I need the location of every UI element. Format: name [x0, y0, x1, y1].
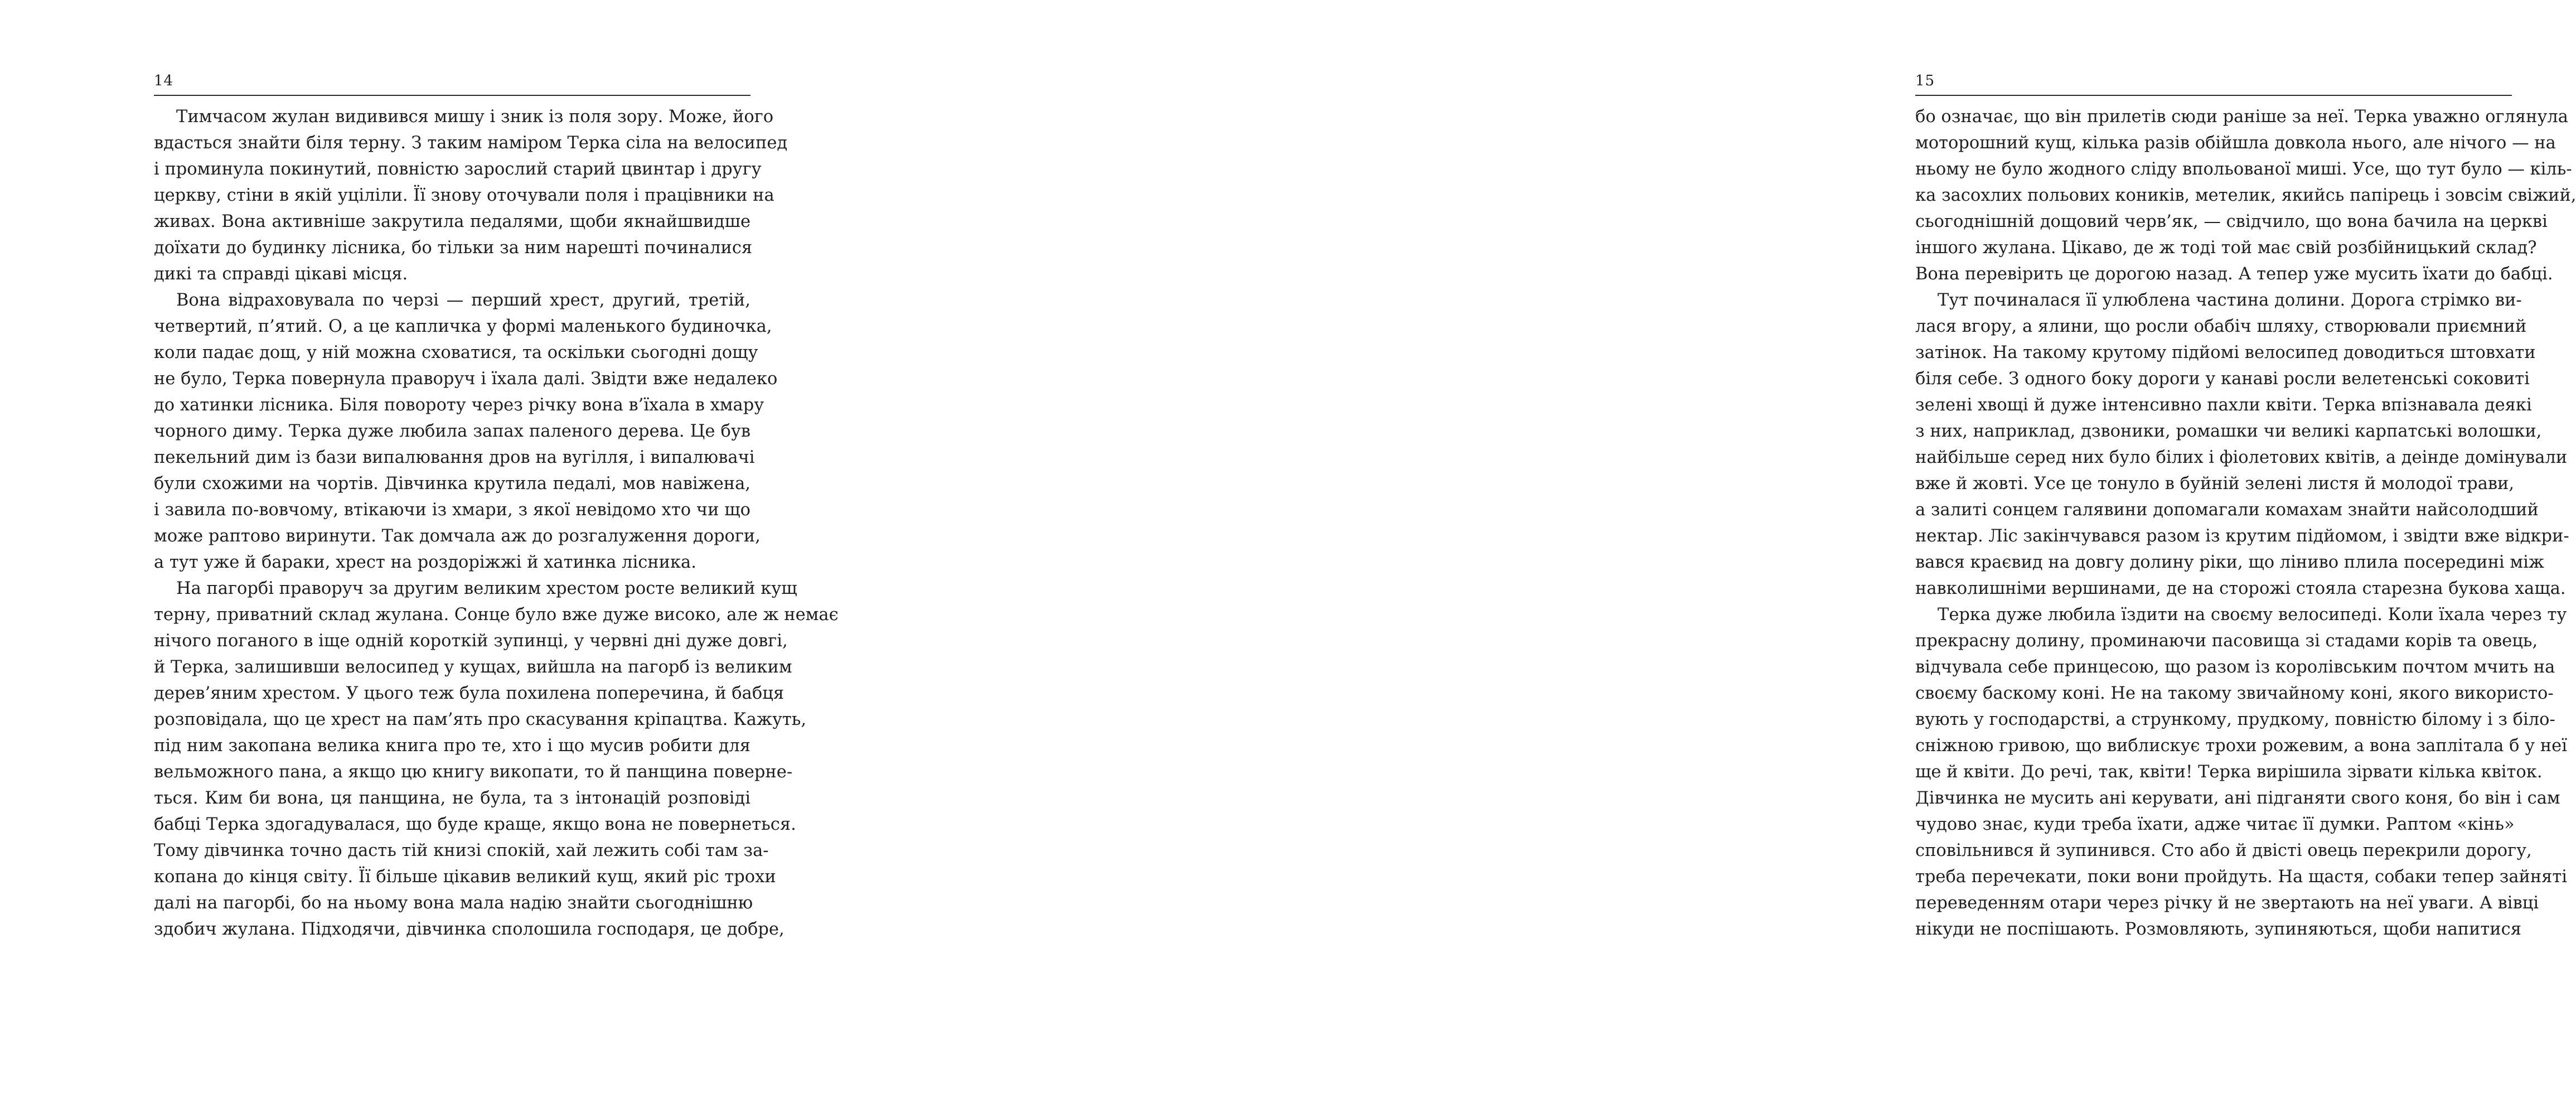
text-line: дерев’яним хрестом. У цього теж була похилена поперечина, й бабця: [154, 684, 785, 703]
text-line: четвертий, п’ятий. О, а це капличка у формі маленького будиночка,: [154, 317, 772, 336]
text-line: вельможного пана, а якщо цю книгу викопати, то й панщина поверне-: [154, 762, 793, 782]
text-line: відчувала себе принцесою, що разом із королівським почтом мчить на: [1915, 657, 2555, 677]
text-line: Терка дуже любила їздити на своєму велосипеді. Коли їхала через ту: [1938, 605, 2567, 625]
text-line: ка засохлих польових коників, метелик, якийсь папірець і зовсім свіжий,: [1915, 186, 2576, 205]
page-number: 15: [1915, 72, 1935, 89]
text-line: церкву, стіни в якій уціліли. Її знову оточували поля і працівники на: [154, 186, 774, 205]
text-line: і завила по-вовчому, втікаючи із хмари, з якої невідомо хто чи що: [154, 500, 750, 520]
text-line: сніжною гривою, що виблискує трохи рожевим, а вона заплітала б у неї: [1915, 736, 2567, 756]
text-line: й Терка, залишивши велосипед у кущах, вийшла на пагорб із великим: [154, 657, 792, 677]
text-line: були схожими на чортів. Дівчинка крутила педалі, мов навіжена,: [154, 474, 750, 494]
text-line: Тимчасом жулан видивився мишу і зник із поля зору. Може, його: [176, 107, 774, 127]
text-line: переведенням отари через річку й не звертають на неї уваги. А вівці: [1915, 893, 2539, 913]
text-line: ще й квіти. До речі, так, квіти! Терка вирішила зірвати кілька квіток.: [1915, 762, 2543, 782]
text-line: моторошний кущ, кілька разів обійшла довкола нього, але нічого — на: [1915, 133, 2556, 153]
text-line: бабці Терка здогадувалася, що буде краще, якщо вона не повернеться.: [154, 815, 796, 834]
page-number: 14: [154, 72, 174, 89]
text-line: терну, приватний склад жулана. Сонце було вже дуже високо, але ж немає: [154, 605, 839, 625]
header-rule: [1915, 95, 2512, 96]
text-line: доїхати до будинку лісника, бо тільки за ним нарешті починалися: [154, 238, 753, 258]
text-line: коли падає дощ, у ній можна сховатися, та оскільки сьогодні дощу: [154, 343, 758, 362]
text-line: біля себе. З одного боку дороги у канаві росли велетенські соковиті: [1915, 369, 2530, 389]
right-page: [878, 0, 2576, 1098]
text-line: зелені хвощі й дуже інтенсивно пахли квіти. Терка впізнавала деякі: [1915, 395, 2532, 415]
text-line: треба перечекати, поки вони пройдуть. На щастя, собаки тепер зайняті: [1915, 867, 2568, 887]
text-line: може раптово виринути. Так домчала аж до розгалуження дороги,: [154, 526, 761, 546]
text-line: На пагорбі праворуч за другим великим хрестом росте великий кущ: [176, 579, 797, 598]
text-line: з них, наприклад, дзвоники, ромашки чи великі карпатські волошки,: [1915, 422, 2542, 441]
text-line: ться. Ким би вона, ця панщина, не була, та з інтонацій розповіді: [154, 789, 750, 808]
text-line: іншого жулана. Цікаво, де ж тоді той має свій розбійницький склад?: [1915, 238, 2537, 258]
text-line: нікуди не поспішають. Розмовляють, зупиняються, щоби напитися: [1915, 920, 2521, 939]
text-line: Тому дівчинка точно дасть тій книзі спокій, хай лежить собі там за-: [154, 841, 769, 860]
header-rule: [154, 95, 750, 96]
text-line: Тут починалася її улюблена частина долини. Дорога стрімко ви-: [1938, 291, 2522, 310]
page-body-text: [1915, 104, 2576, 942]
text-line: навколишніми вершинами, де на сторожі стояла старезна букова хаща.: [1915, 579, 2566, 598]
text-line: сповільнився й зупинився. Сто або й двісті овець перекрили дорогу,: [1915, 841, 2532, 860]
text-line: дикі та справді цікаві місця.: [154, 264, 408, 284]
text-line: Вона перевірить це дорогою назад. А тепер уже мусить їхати до бабці.: [1915, 264, 2553, 284]
text-line: вався краєвид на довгу долину ріки, що ліниво плила посередині між: [1915, 553, 2544, 572]
text-line: своєму баскому коні. Не на такому звичайному коні, якого використо-: [1915, 684, 2554, 703]
text-line: ньому не було жодного сліду впольованої миші. Усе, що тут було — кіль-: [1915, 159, 2572, 179]
text-line: лася вгору, а ялини, що росли обабіч шляху, створювали приємний: [1915, 317, 2527, 336]
text-line: нектар. Ліс закінчувався разом із крутим підйомом, і звідти вже відкри-: [1915, 526, 2569, 546]
text-line: а тут уже й бараки, хрест на роздоріжжі й хатинка лісника.: [154, 553, 696, 572]
text-line: здобич жулана. Підходячи, дівчинка сполошила господаря, це добре,: [154, 920, 785, 939]
text-line: вують у господарстві, а стрункому, прудкому, повністю білому і з біло-: [1915, 710, 2555, 729]
text-line: і проминула покинутий, повністю зарослий старий цвинтар і другу: [154, 159, 762, 179]
text-line: найбільше серед них було білих і фіолетових квітів, а деінде домінували: [1915, 448, 2568, 467]
text-line: Вона відраховувала по черзі — перший хрест, другий, третій,: [176, 291, 750, 310]
text-line: бо означає, що він прилетів сюди раніше за неї. Терка уважно оглянула: [1915, 107, 2568, 127]
text-line: Дівчинка не мусить ані керувати, ані підганяти свого коня, бо він і сам: [1915, 789, 2560, 808]
left-page: [0, 0, 878, 1098]
text-line: чудово знає, куди треба їхати, адже читає її думки. Раптом «кінь»: [1915, 815, 2515, 834]
text-line: сьогоднішній дощовий черв’як, — свідчило, що вона бачила на церкві: [1915, 212, 2548, 231]
text-line: прекрасну долину, проминаючи пасовища зі стадами корів та овець,: [1915, 631, 2538, 651]
text-line: нічого поганого в іще одній короткій зупинці, у червні дні дуже довгі,: [154, 631, 788, 651]
text-line: чорного диму. Терка дуже любила запах паленого дерева. Це був: [154, 422, 750, 441]
text-line: копана до кінця світу. Її більше цікавив великий кущ, який ріс трохи: [154, 867, 776, 887]
text-line: живах. Вона активніше закрутила педалями, щоби якнайшвидше: [154, 212, 750, 231]
text-line: далі на пагорбі, бо на ньому вона мала надію знайти сьогоднішню: [154, 893, 753, 913]
text-line: вдасться знайти біля терну. З таким наміром Терка сіла на велосипед: [154, 133, 788, 153]
text-line: під ним закопана велика книга про те, хто і що мусив робити для: [154, 736, 750, 756]
text-line: вже й жовті. Усе це тонуло в буйній зелені листя й молодої трави,: [1915, 474, 2515, 494]
text-line: не було, Терка повернула праворуч і їхала далі. Звідти вже недалеко: [154, 369, 778, 389]
text-line: розповідала, що це хрест на пам’ять про скасування кріпацтва. Кажуть,: [154, 710, 807, 729]
text-line: а залиті сонцем галявини допомагали комахам знайти найсолодший: [1915, 500, 2539, 520]
text-line: до хатинки лісника. Біля повороту через річку вона в’їхала в хмару: [154, 395, 764, 415]
text-line: затінок. На такому крутому підйомі велосипед доводиться штовхати: [1915, 343, 2536, 362]
text-line: пекельний дим із бази випалювання дров на вугілля, і випалювачі: [154, 448, 755, 467]
page-body-text: [154, 104, 839, 942]
